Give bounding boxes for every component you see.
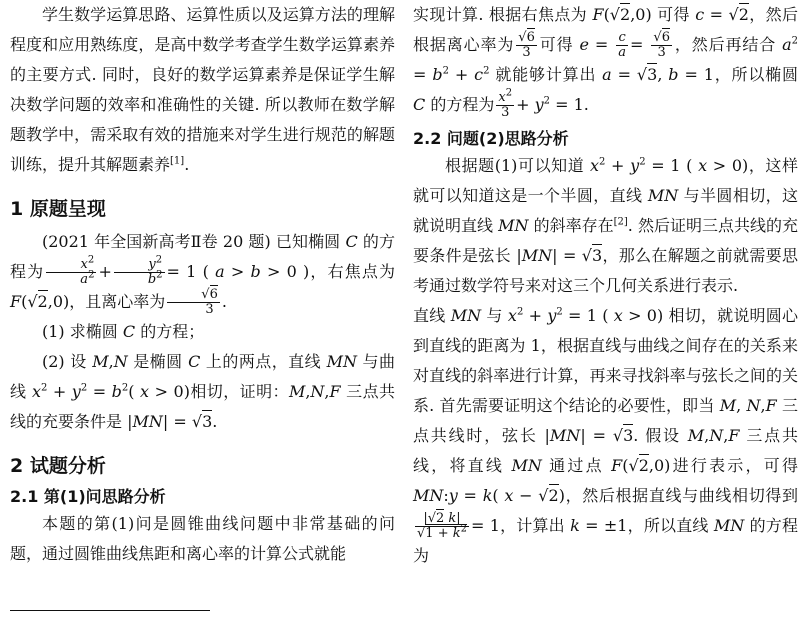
left-column	[10, 0, 395, 623]
body-text: 直线	[413, 306, 446, 325]
body-text: 进行表示，可得	[670, 456, 798, 475]
subsection-2-1-heading: 2.1 第(1)问思路分析	[10, 487, 166, 506]
problem-statement: (2021 年全国新高考Ⅱ卷 20 题) 已知椭圆 C 的方程为 $\frac{x^2}{a^2}$ + $\frac{y^2}{b^2}$ = 1 ( a > b > 0 )，右焦点为 F(√2,0)，且离心率为 $\frac{√6}{3}$ .	[10, 232, 396, 317]
intro-text: 学生数学运算思路、运算性质以及运算方法的理解程度和应用熟练度，是高中数学考查学生数学运算素养的主要方式. 同时，良好的数学运算素养是保证学生解决数学问题的效率和准确性的关键. 所以教师在数学解题教学中，需采取有效的措施来对学生进行规范的解题训练，提升其解题素养	[10, 5, 395, 174]
problem-text: (2021 年全国新高考Ⅱ卷 20 题) 已知椭圆	[42, 232, 341, 251]
question-text: 相切，证明：	[189, 382, 289, 401]
section-2-heading: 2 试题分析	[10, 455, 106, 477]
body-text: 就能够计算出	[495, 65, 597, 84]
question-text: 与曲线	[10, 352, 395, 401]
body-text: ，所以椭圆	[713, 65, 798, 84]
analysis-2-paragraph-2: 直线 MN 与 $x^2 + y^2 = 1$ ( x > 0) 相切，就说明圆心到直线的距离为 1，根据直线与曲线之间存在的关系来对直线的斜率进行计算，再来寻找斜率与弦长之间的关系. 首先需要证明这个结论的必要性，即当 M, N,F 三点共线时，弦长 |MN| = √3. 假设 M,N,F 三点共线，将直线 MN 通过点 F(√2,0)进行表示，可得 MN:y = k( x − √2)，然后根据直线与曲线相切得到 $\frac{|√2 k|}{√1 + k^2}$ = 1，计算出 k = ±1，所以直线 MN 的方程为	[413, 306, 798, 565]
question-text: (2) 设	[42, 352, 87, 371]
problem-text: ，且离心率为	[69, 292, 166, 311]
body-text: 实现计算. 根据右焦点为	[413, 5, 588, 24]
problem-text: ，右焦点为	[309, 262, 396, 281]
body-text: 的方程为	[430, 95, 495, 114]
body-text: 的方程为	[413, 516, 798, 565]
continued-paragraph: 实现计算. 根据右焦点为 F(√2,0) 可得 c = √2，然后根据离心率为 $\frac{√6}{3}$ 可得 e = $\frac{c}{a}$ = $\frac{√6}{3}$ ，然后再结合 $a^2 = b^2 + c^2$ 就能够计算出 a = √3, b = 1，所以椭圆 C 的方程为 $\frac{x^2}{3}$ + $y^2 = 1$.	[413, 5, 798, 120]
subsection-2-2-heading: 2.2 问题(2)思路分析	[413, 129, 569, 148]
problem-text: 的方程为	[10, 232, 395, 281]
body-text: 通过点	[549, 456, 604, 475]
body-text: ，那么在解题之前就需要思考通过数学符号来对这三个几何关系进行表示.	[413, 246, 798, 295]
body-text: ，这样就可以知道这是一个半圆，直线	[413, 156, 799, 205]
citation-2: [2]	[613, 216, 628, 228]
body-text: 的斜率存在	[533, 216, 614, 235]
body-text: ，所以直线	[627, 516, 709, 535]
body-text: ，然后根据直线与曲线相切得到	[564, 486, 798, 505]
body-text: . 假设	[633, 426, 681, 445]
body-text: 三点共线，将直线	[413, 426, 798, 475]
question-text: 上的两点，直线	[205, 352, 322, 371]
right-column	[413, 0, 798, 623]
question-2: (2) 设 M,N 是椭圆 C 上的两点，直线 MN 与曲线 $x^2 + y^2 = b^2$( x > 0)相切，证明：M,N,F 三点共线的充要条件是 |MN| = √3.	[10, 352, 395, 431]
body-text: 可得	[657, 5, 690, 24]
body-text: ，计算出	[499, 516, 565, 535]
analysis-paragraph	[10, 509, 395, 569]
citation-1: [1]	[170, 155, 185, 167]
body-text: 与	[486, 306, 503, 325]
section-1-heading: 1 原题呈现	[10, 198, 106, 220]
body-text: . 然后证明三点共线的充要条件是弦长	[413, 216, 798, 265]
analysis-2-paragraph-1: 根据题(1)可以知道 $x^2 + y^2 = 1$ ( x > 0)，这样就可以知道这是一个半圆，直线 MN 与半圆相切，这就说明直线 MN 的斜率存在[2]. 然后证明三点共线的充要条件是弦长 |MN| = √3，那么在解题之前就需要思考通过数学符号来对这三个几何关系进行表示.	[413, 156, 799, 295]
body-text: ，然后根据离心率为	[413, 5, 798, 54]
body-text: 三点共线时，弦长	[413, 396, 798, 445]
body-text: 相切，就说明圆心到直线的距离为 1，根据直线与曲线之间存在的关系来对直线的斜率进行计算，再来寻找斜率与弦长之间的关系. 首先需要证明这个结论的必要性，即当	[413, 306, 798, 415]
question-text: (1) 求椭圆	[42, 322, 118, 341]
body-text: ，然后再结合	[673, 35, 777, 54]
question-text: 的方程；	[140, 322, 205, 341]
footnote-rule	[10, 610, 210, 611]
analysis-text: 本题的第(1)问是圆锥曲线问题中非常基础的问题，通过圆锥曲线焦距和离心率的计算公式就能	[10, 514, 395, 563]
body-text: 可得	[538, 35, 574, 54]
body-text: 根据题(1)可以知道	[445, 156, 585, 175]
question-text: 是椭圆	[133, 352, 183, 371]
intro-paragraph: 学生数学运算思路、运算性质以及运算方法的理解程度和应用熟练度，是高中数学考查学生数学运算素养的主要方式. 同时，良好的数学运算素养是保证学生解决数学问题的效率和准确性的关键. 所以教师在数学解题教学中，需采取有效的措施来对学生进行规范的解题训练，提升其解题素养[1].	[10, 5, 395, 174]
body-text: 与半圆相切，这就说明直线	[413, 186, 798, 235]
question-text: 三点共线的充要条件是	[10, 382, 395, 431]
question-1: (1) 求椭圆 C 的方程；	[42, 322, 205, 341]
